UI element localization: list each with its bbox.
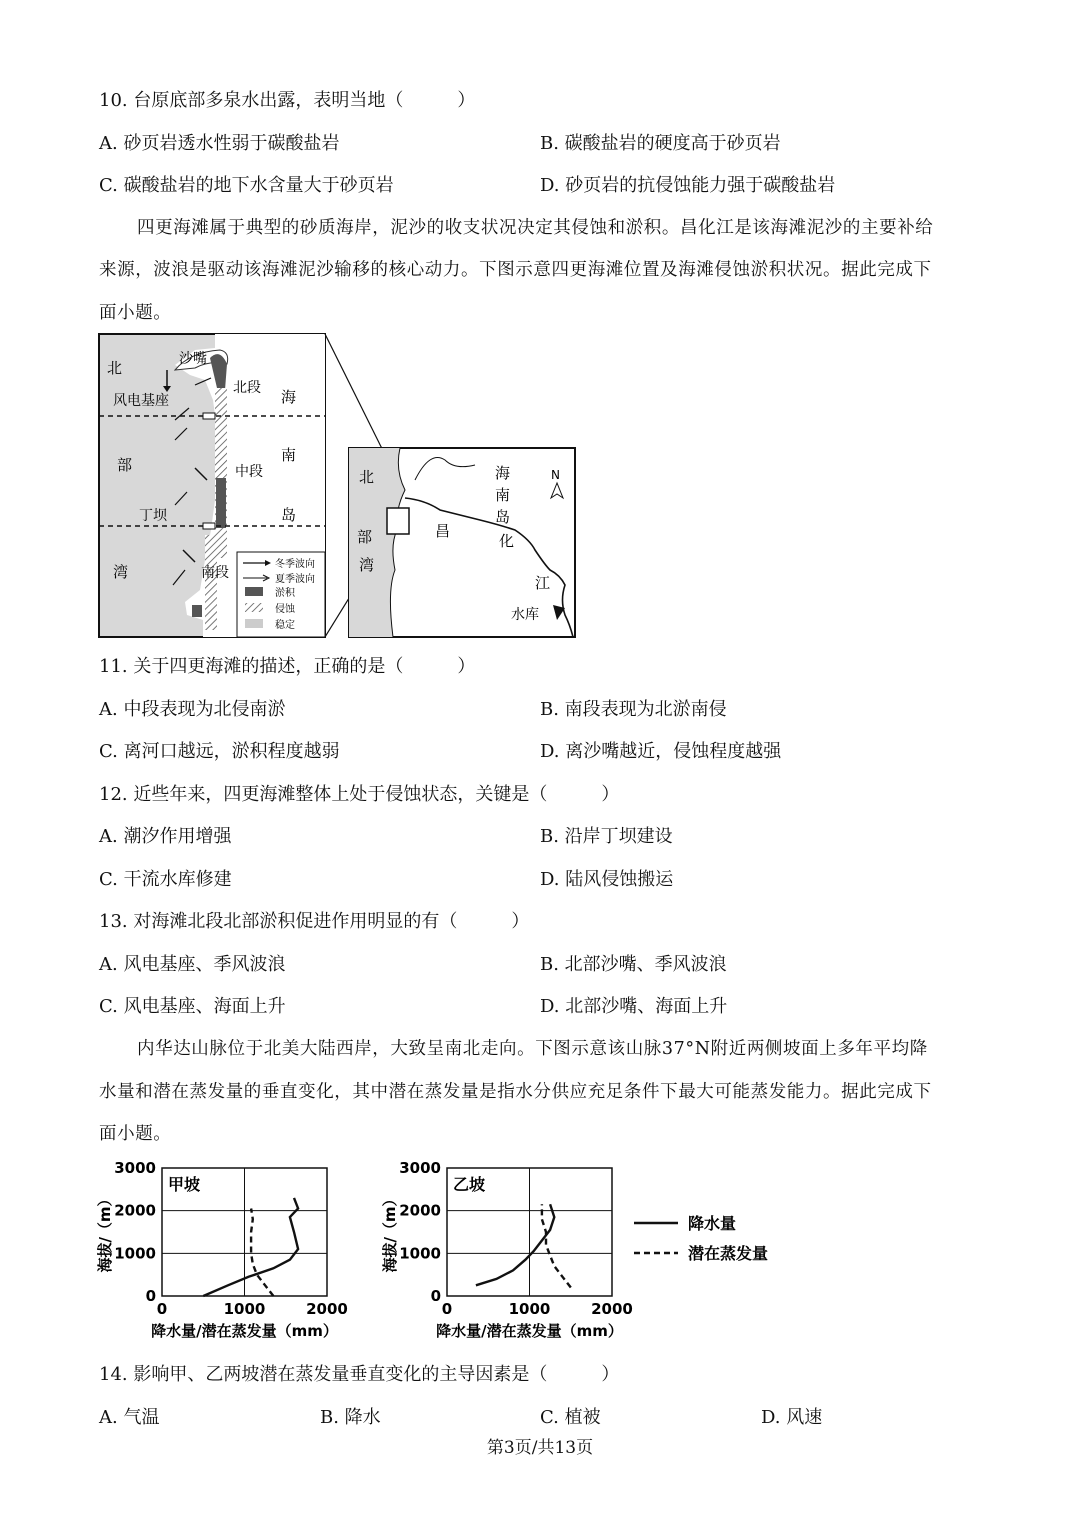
legend-erosion: 侵蚀 — [275, 604, 295, 615]
chart-title: 甲坡 — [168, 1175, 201, 1194]
page-footer: 第3页/共13页 — [486, 1438, 594, 1458]
chart-2 — [381, 1159, 768, 1340]
q12-option-c: C. 干流水库修建 — [99, 869, 232, 890]
y-tick-label: 3000 — [114, 1159, 156, 1177]
chart-1 — [96, 1159, 348, 1340]
passage2-line1: 内华达山脉位于北美大陆西岸，大致呈南北走向。下图示意该山脉37°N附近两侧坡面上多年平均降 — [137, 1039, 928, 1059]
label-bu: 部 — [117, 456, 133, 474]
q12-option-a: A. 潮汐作用增强 — [99, 826, 232, 847]
y-tick-label: 1000 — [114, 1244, 156, 1263]
q11-option-c: C. 离河口越远，淤积程度越弱 — [99, 741, 340, 762]
right-label-bu: 部 — [357, 528, 373, 546]
q14-stem: 14. 影响甲、乙两坡潜在蒸发量垂直变化的主导因素是（ ） — [99, 1364, 620, 1385]
label-shazui: 沙嘴 — [179, 351, 207, 367]
x-tick-label: 1000 — [223, 1300, 266, 1318]
passage2-line2: 水量和潜在蒸发量的垂直变化，其中潜在蒸发量是指水分供应充足条件下最大可能蒸发能力。据此完成下 — [99, 1082, 932, 1102]
label-nanduan: 南段 — [201, 565, 229, 581]
right-label-jiang: 江 — [535, 574, 551, 592]
q12-stem: 12. 近些年来，四更海滩整体上处于侵蚀状态，关键是（ ） — [99, 784, 620, 805]
series-precipitation-line — [476, 1204, 554, 1285]
x-tick-label: 2000 — [591, 1300, 633, 1318]
legend-stable: 稳定 — [275, 620, 295, 631]
legend-label: 潜在蒸发量 — [688, 1244, 769, 1263]
legend-deposit: 淤积 — [275, 588, 295, 599]
passage1-line2: 来源，波浪是驱动该海滩泥沙输移的核心动力。下图示意四更海滩位置及海滩侵蚀淤积状况。据此完成下 — [99, 260, 932, 280]
q13-stem: 13. 对海滩北段北部淤积促进作用明显的有（ ） — [99, 911, 530, 932]
right-label-hua: 化 — [499, 532, 515, 550]
y-tick-label: 1000 — [399, 1244, 441, 1263]
q10-option-d: D. 砂页岩的抗侵蚀能力强于碳酸盐岩 — [540, 175, 836, 196]
q11-option-b: B. 南段表现为北淤南侵 — [540, 699, 727, 720]
legend-label: 降水量 — [688, 1214, 737, 1233]
wind-base-marker — [203, 413, 215, 419]
q11-option-d: D. 离沙嘴越近，侵蚀程度越强 — [540, 741, 782, 762]
x-tick-label: 0 — [441, 1300, 453, 1318]
q13-option-a: A. 风电基座、季风波浪 — [99, 954, 286, 975]
passage1-line1: 四更海滩属于典型的砂质海岸，泥沙的收支状况决定其侵蚀和淤积。昌化江是该海滩泥沙的主要补给 — [137, 218, 934, 238]
series-evaporation-line — [542, 1204, 571, 1287]
q10-option-b: B. 碳酸盐岩的硬度高于砂页岩 — [540, 133, 781, 154]
y-axis-label: 海拔/（m） — [381, 1191, 399, 1273]
right-label-nan: 南 — [495, 486, 511, 504]
q10-option-a: A. 砂页岩透水性弱于碳酸盐岩 — [99, 133, 340, 154]
x-tick-label: 2000 — [306, 1300, 348, 1318]
right-label-chang: 昌 — [435, 522, 451, 540]
y-tick-label: 0 — [145, 1287, 156, 1305]
series-evaporation-line — [251, 1209, 273, 1297]
north-arrow-label: N — [551, 468, 560, 482]
right-label-reservoir: 水库 — [511, 607, 539, 623]
q10-stem: 10. 台原底部多泉水出露，表明当地（ ） — [99, 90, 476, 111]
chart-title: 乙坡 — [453, 1175, 486, 1194]
elevation-charts — [90, 1150, 810, 1355]
q12-option-b: B. 沿岸丁坝建设 — [540, 826, 673, 847]
q13-option-c: C. 风电基座、海面上升 — [99, 996, 286, 1017]
legend-summer: 夏季波向 — [275, 574, 315, 585]
q14-option-c: C. 植被 — [540, 1407, 601, 1428]
south-deposit — [192, 605, 202, 617]
right-label-hai: 海 — [495, 464, 511, 482]
y-tick-label: 3000 — [399, 1159, 441, 1177]
beach-map-figure — [95, 330, 585, 642]
q14-option-d: D. 风速 — [761, 1407, 823, 1428]
q13-option-d: D. 北部沙嘴、海面上升 — [540, 996, 728, 1017]
right-label-bei: 北 — [359, 468, 375, 486]
x-axis-label: 降水量/潜在蒸发量（mm） — [436, 1322, 623, 1340]
label-wan: 湾 — [113, 563, 129, 581]
label-bei: 北 — [107, 359, 123, 377]
passage1-line3: 面小题。 — [99, 303, 172, 323]
label-zhongduan: 中段 — [235, 464, 263, 480]
q14-option-b: B. 降水 — [320, 1407, 381, 1428]
q13-option-b: B. 北部沙嘴、季风波浪 — [540, 954, 727, 975]
groin-marker — [203, 523, 215, 529]
mid-deposit — [216, 478, 226, 528]
q11-option-a: A. 中段表现为北侵南淤 — [99, 699, 286, 720]
label-beiduan: 北段 — [233, 380, 261, 396]
passage2-line3: 面小题。 — [99, 1124, 172, 1144]
y-tick-label: 2000 — [399, 1201, 441, 1220]
label-dingba: 丁坝 — [139, 508, 167, 524]
erosion-strip-south — [205, 535, 217, 630]
label-nan: 南 — [281, 446, 297, 464]
inset-box — [387, 508, 409, 534]
x-tick-label: 1000 — [508, 1300, 551, 1318]
right-label-dao: 岛 — [495, 508, 511, 526]
y-axis-label: 海拔/（m） — [96, 1191, 114, 1273]
q12-option-d: D. 陆风侵蚀搬运 — [540, 869, 674, 890]
y-tick-label: 2000 — [114, 1201, 156, 1220]
x-tick-label: 0 — [156, 1300, 168, 1318]
q11-stem: 11. 关于四更海滩的描述，正确的是（ ） — [99, 656, 476, 677]
x-axis-label: 降水量/潜在蒸发量（mm） — [151, 1322, 338, 1340]
legend-winter: 冬季波向 — [275, 559, 315, 570]
label-hai: 海 — [281, 388, 297, 406]
q14-option-a: A. 气温 — [99, 1407, 160, 1428]
q10-option-c: C. 碳酸盐岩的地下水含量大于砂页岩 — [99, 175, 394, 196]
label-fengdian: 风电基座 — [113, 393, 169, 409]
label-dao: 岛 — [281, 506, 297, 524]
erosion-strip-main — [215, 388, 227, 558]
y-tick-label: 0 — [430, 1287, 441, 1305]
right-label-wan: 湾 — [359, 556, 375, 574]
